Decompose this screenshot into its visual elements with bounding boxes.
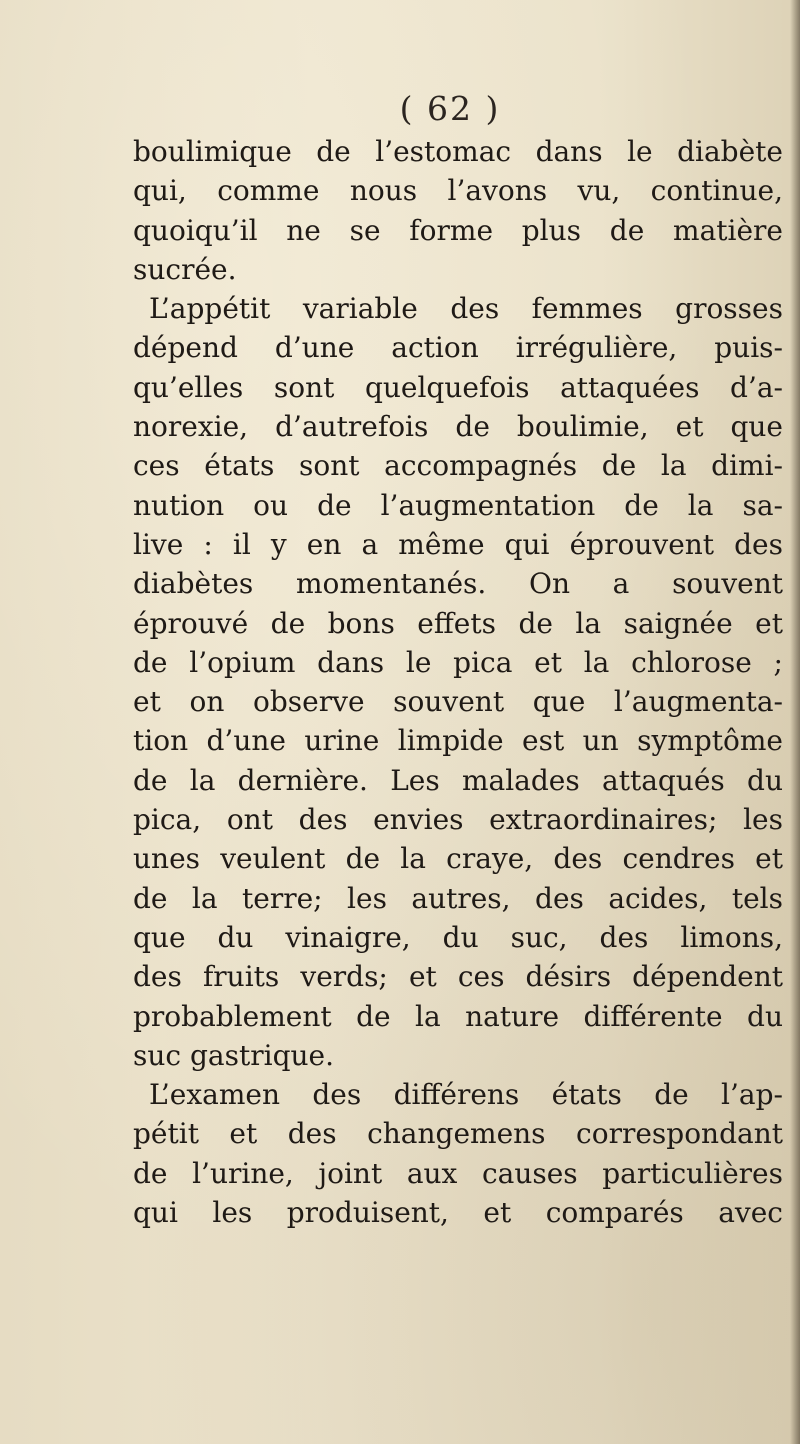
text-line: sucrée. xyxy=(133,252,237,286)
text-line: dépend d’une action irrégulière, puis- xyxy=(133,331,783,365)
text-line: de la terre; les autres, des acides, tels xyxy=(133,881,783,915)
text-line: de la dernière. Les malades attaqués du xyxy=(133,763,783,797)
text-line: quoiqu’il ne se forme plus de matière xyxy=(133,213,783,247)
text-line: de l’urine, joint aux causes particulières xyxy=(133,1156,783,1190)
text-line: et on observe souvent que l’augmenta- xyxy=(133,685,783,719)
text-line: L’examen des différens états de l’ap- xyxy=(149,1078,783,1112)
text-line: de l’opium dans le pica et la chlorose ; xyxy=(133,645,783,679)
text-line: diabètes momentanés. On a souvent xyxy=(133,567,783,601)
text-line: qui, comme nous l’avons vu, continue, xyxy=(133,174,783,208)
text-line: L’appétit variable des femmes grosses xyxy=(149,292,783,326)
text-line: ces états sont accompagnés de la dimi- xyxy=(133,449,783,483)
text-line: live : il y en a même qui éprouvent des xyxy=(133,527,783,561)
text-line: probablement de la nature différente du xyxy=(133,999,783,1033)
text-line: nution ou de l’augmentation de la sa- xyxy=(133,488,783,522)
page-number: ( 62 ) xyxy=(399,89,501,128)
text-line: éprouvé de bons effets de la saignée et xyxy=(133,606,783,640)
body-text xyxy=(133,132,783,1232)
text-line: qu’elles sont quelquefois attaquées d’a- xyxy=(133,370,783,404)
text-line: pica, ont des envies extraordinaires; les xyxy=(133,803,783,837)
text-line: tion d’une urine limpide est un symptôme xyxy=(133,724,783,758)
text-line: suc gastrique. xyxy=(133,1038,334,1072)
text-line: qui les produisent, et comparés avec xyxy=(133,1196,783,1230)
text-line: unes veulent de la craye, des cendres et xyxy=(133,842,783,876)
text-line: des fruits verds; et ces désirs dépendent xyxy=(133,960,783,994)
text-line: boulimique de l’estomac dans le diabète xyxy=(133,135,783,168)
text-line: pétit et des changemens correspondant xyxy=(133,1117,783,1151)
page-edge-shadow xyxy=(790,0,800,1444)
text-line: que du vinaigre, du suc, des limons, xyxy=(133,920,783,954)
text-line: norexie, d’autrefois de boulimie, et que xyxy=(133,410,783,444)
